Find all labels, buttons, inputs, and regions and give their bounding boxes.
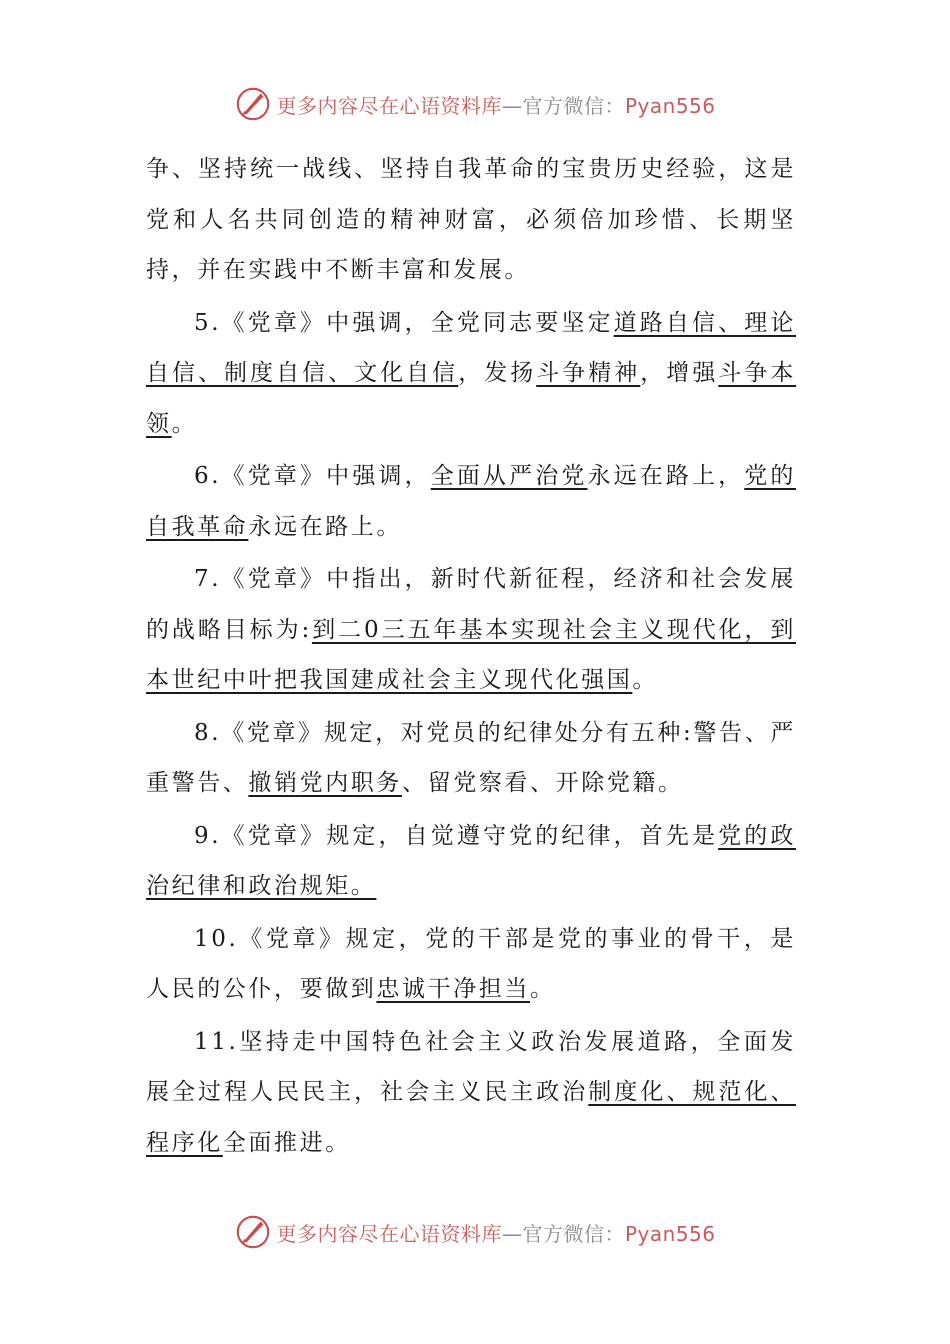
dash: — bbox=[501, 93, 523, 118]
site-name: 更多内容尽在心语资料库 bbox=[276, 1221, 502, 1246]
text-segment: 10.《党章》规定，党的干部是党的事业的骨干，是人民的公仆，要做到 bbox=[146, 925, 796, 1002]
contact-id: Pyan556 bbox=[624, 1221, 716, 1246]
underlined-answer: 斗争精神 bbox=[536, 360, 641, 386]
site-name: 更多内容尽在心语资料库 bbox=[276, 93, 502, 118]
contact-id: Pyan556 bbox=[624, 93, 716, 118]
text-segment: 11.坚持走中国特色社会主义政治发展道路，全面发展全过程人民民主，社会主义民主政治 bbox=[146, 1028, 796, 1105]
text-segment: 永远在路上， bbox=[587, 463, 745, 489]
contact-label: 官方微信： bbox=[522, 1221, 625, 1246]
document-body bbox=[146, 144, 796, 1168]
quill-logo-icon bbox=[234, 85, 272, 123]
contact-label: 官方微信： bbox=[522, 93, 625, 118]
text-segment: 9.《党章》规定，自觉遵守党的纪律，首先是 bbox=[194, 822, 719, 849]
underlined-answer: 撤销党内职务 bbox=[248, 770, 403, 796]
underlined-answer: 道路自信、理论自信、制度自信、文化自信 bbox=[146, 309, 796, 386]
text-segment: ，增强 bbox=[640, 360, 719, 386]
paragraph bbox=[146, 451, 796, 552]
paragraph bbox=[146, 298, 796, 450]
paragraph bbox=[146, 914, 796, 1015]
underlined-answer: 制度化、规范化、程序化 bbox=[146, 1079, 796, 1156]
paragraph bbox=[146, 554, 796, 706]
footer-watermark bbox=[0, 1212, 950, 1252]
text-segment: 。 bbox=[632, 667, 659, 693]
underlined-answer: 斗争本领 bbox=[146, 360, 796, 437]
footer-watermark-text bbox=[276, 1218, 715, 1247]
paragraph bbox=[146, 708, 796, 809]
header-watermark-text bbox=[276, 90, 715, 119]
quill-logo-icon bbox=[234, 1213, 272, 1251]
underlined-answer: 忠诚干净担当 bbox=[376, 976, 531, 1002]
text-segment: 。 bbox=[171, 410, 198, 437]
text-segment: 永远在路上。 bbox=[248, 513, 403, 540]
underlined-answer: 党的政治纪律和政治规矩。 bbox=[146, 822, 796, 899]
paragraph bbox=[146, 144, 796, 296]
underlined-answer: 全面从严治党 bbox=[430, 463, 588, 489]
text-segment: 8.《党章》规定，对党员的纪律处分有五种:警告、严重警告、 bbox=[146, 719, 796, 796]
text-segment: 全面推进。 bbox=[222, 1129, 351, 1156]
text-segment: 6.《党章》中强调， bbox=[194, 463, 431, 489]
header-watermark bbox=[0, 84, 950, 124]
text-segment: 争、坚持统一战线、坚持自我革命的宝贵历史经验，这是党和人名共同创造的精神财富，必须倍加珍惜、长期坚持，并在实践中不断丰富和发展。 bbox=[146, 156, 796, 283]
paragraph bbox=[146, 811, 796, 912]
dash: — bbox=[501, 1221, 523, 1246]
paragraph bbox=[146, 1017, 796, 1169]
text-segment: 5.《党章》中强调，全党同志要坚定 bbox=[194, 309, 614, 336]
text-segment: 7.《党章》中指出，新时代新征程，经济和社会发展的战略目标为: bbox=[146, 566, 796, 643]
text-segment: ，发扬 bbox=[458, 360, 537, 386]
underlined-answer: 到二0三五年基本实现社会主义现代化，到本世纪中叶把我国建成社会主义现代化强国 bbox=[146, 616, 796, 693]
text-segment: 。 bbox=[530, 976, 556, 1002]
text-segment: 、留党察看、开除党籍。 bbox=[402, 770, 684, 796]
underlined-answer: 党的自我革命 bbox=[146, 463, 796, 540]
